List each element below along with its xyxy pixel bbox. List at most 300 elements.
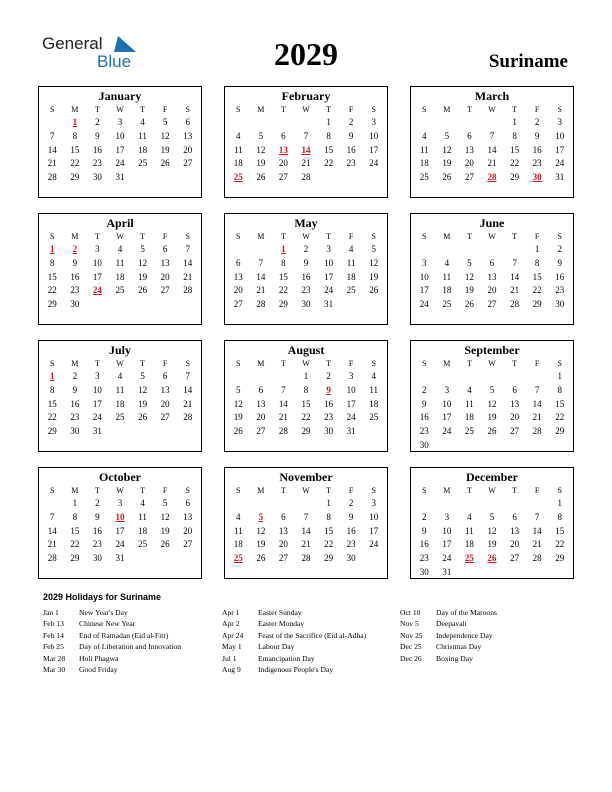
day-cell: 13 — [183, 511, 193, 522]
day-cell: 13 — [510, 525, 520, 536]
week-row — [411, 511, 573, 525]
day-cell: 24 — [346, 412, 356, 423]
empty-day-cell — [481, 566, 504, 580]
holiday-item — [222, 653, 366, 664]
day-cell: 11 — [115, 384, 125, 395]
weekday-label: F — [348, 105, 354, 114]
holiday-day-cell: 30 — [532, 172, 542, 183]
day-cell: 7 — [303, 130, 309, 141]
day-cell: 7 — [489, 130, 495, 141]
day-cell: 12 — [160, 511, 170, 522]
day-cell: 16 — [70, 398, 80, 409]
weekday-label: T — [326, 105, 331, 114]
day-cell: 26 — [442, 172, 452, 183]
day-cell: 23 — [324, 412, 334, 423]
week-row — [411, 298, 573, 312]
weekday-label: T — [94, 486, 100, 495]
week-row — [39, 144, 201, 158]
day-cell: 31 — [442, 566, 452, 577]
empty-day-cell — [131, 298, 154, 312]
day-cell: 22 — [555, 412, 565, 423]
day-cell: 4 — [117, 371, 123, 381]
empty-day-cell — [413, 243, 436, 257]
day-cell: 18 — [442, 285, 452, 296]
empty-day-cell — [526, 566, 549, 580]
weekday-label: T — [326, 486, 331, 495]
empty-day-cell — [526, 370, 549, 384]
holiday-item — [400, 641, 497, 652]
empty-day-cell — [340, 298, 363, 312]
day-cell: 7 — [50, 130, 55, 141]
week-row — [39, 411, 201, 425]
day-cell: 24 — [442, 426, 452, 437]
day-cell: 10 — [369, 130, 379, 141]
day-cell: 14 — [256, 271, 266, 282]
day-cell: 24 — [369, 158, 379, 169]
day-cell: 23 — [419, 426, 429, 437]
holiday-item — [43, 664, 181, 675]
day-cell: 26 — [160, 158, 170, 169]
day-cell: 6 — [467, 130, 472, 141]
day-cell: 28 — [301, 172, 311, 183]
day-cell: 16 — [324, 398, 334, 409]
day-cell: 2 — [348, 498, 354, 508]
day-cell: 27 — [464, 172, 474, 183]
day-cell: 13 — [464, 144, 474, 155]
day-cell: 19 — [487, 412, 497, 423]
day-cell: 16 — [92, 144, 102, 155]
day-cell: 1 — [512, 117, 517, 127]
day-cell: 22 — [278, 285, 288, 296]
week-row — [411, 439, 573, 453]
day-cell: 21 — [183, 398, 193, 409]
empty-day-cell — [109, 298, 132, 312]
day-cell: 22 — [47, 412, 57, 423]
empty-day-cell — [526, 497, 549, 511]
week-row — [39, 130, 201, 144]
weekday-label: S — [236, 359, 241, 368]
day-cell: 7 — [512, 257, 517, 268]
month-november — [224, 467, 388, 579]
day-cell: 1 — [326, 498, 331, 508]
weekday-header — [39, 357, 201, 370]
empty-day-cell — [340, 171, 363, 185]
holiday-date: Feb 13 — [43, 619, 64, 629]
day-cell: 12 — [138, 257, 148, 268]
day-cell: 2 — [557, 244, 562, 254]
holiday-name: Labour Day — [258, 642, 295, 652]
day-cell: 8 — [557, 384, 562, 395]
day-cell: 9 — [348, 130, 354, 141]
day-cell: 24 — [92, 412, 102, 423]
month-march — [410, 86, 574, 198]
day-cell: 16 — [532, 144, 542, 155]
day-cell: 15 — [70, 144, 80, 155]
empty-day-cell — [548, 566, 571, 580]
day-cell: 25 — [464, 426, 474, 437]
day-cell: 6 — [489, 257, 495, 268]
day-cell: 5 — [140, 244, 145, 254]
empty-day-cell — [250, 243, 273, 257]
day-cell: 18 — [369, 398, 379, 409]
day-cell: 20 — [464, 158, 474, 169]
day-cell: 23 — [419, 553, 429, 564]
empty-day-cell — [436, 243, 459, 257]
day-cell: 10 — [555, 130, 565, 141]
day-cell: 4 — [140, 117, 145, 127]
day-cell: 9 — [72, 384, 78, 395]
empty-day-cell — [503, 566, 526, 580]
holiday-date: Mar 28 — [43, 653, 66, 663]
day-cell: 10 — [92, 257, 102, 268]
week-row — [225, 257, 387, 271]
weekday-label: M — [71, 105, 79, 114]
day-cell: 4 — [467, 384, 472, 395]
day-cell: 20 — [160, 398, 170, 409]
day-cell: 27 — [510, 553, 520, 564]
day-cell: 5 — [162, 117, 168, 127]
week-row — [225, 271, 387, 285]
day-cell: 2 — [95, 498, 100, 508]
day-cell: 16 — [419, 412, 429, 423]
holiday-item — [222, 607, 366, 618]
holiday-day-cell: 1 — [72, 117, 78, 127]
weekday-header — [225, 484, 387, 497]
day-cell: 11 — [233, 144, 243, 155]
day-cell: 9 — [303, 257, 309, 268]
day-cell: 19 — [442, 158, 452, 169]
weekday-label: M — [257, 359, 265, 368]
weekday-label: M — [443, 359, 451, 368]
day-cell: 6 — [236, 257, 241, 268]
day-cell: 6 — [162, 371, 168, 381]
day-cell: 27 — [183, 539, 193, 550]
month-name: September — [464, 343, 520, 357]
day-cell: 29 — [70, 172, 80, 183]
week-row — [411, 525, 573, 539]
day-cell: 25 — [419, 172, 429, 183]
month-name: October — [99, 470, 141, 484]
holiday-date: Dec 25 — [400, 642, 422, 652]
weekday-label: S — [185, 105, 190, 114]
day-cell: 11 — [369, 384, 379, 395]
week-row — [225, 298, 387, 312]
day-cell: 20 — [510, 539, 520, 550]
day-cell: 17 — [324, 271, 334, 282]
day-cell: 16 — [70, 271, 80, 282]
logo-text-general: General — [42, 34, 103, 53]
day-cell: 6 — [162, 244, 168, 254]
day-cell: 18 — [138, 144, 148, 155]
day-cell: 25 — [346, 285, 356, 296]
week-row — [39, 398, 201, 412]
holiday-name: New Year's Day — [79, 608, 128, 617]
weekday-label: F — [348, 359, 354, 368]
weekday-label: S — [371, 486, 376, 495]
weekday-label: M — [257, 486, 265, 495]
month-name: June — [479, 216, 505, 230]
day-cell: 6 — [512, 511, 517, 522]
day-cell: 27 — [233, 299, 243, 310]
week-row — [411, 384, 573, 398]
weekday-label: F — [162, 486, 168, 495]
week-row — [39, 271, 201, 285]
week-row — [225, 497, 387, 511]
day-cell: 12 — [138, 384, 148, 395]
day-cell: 15 — [532, 271, 542, 282]
holiday-day-cell: 13 — [278, 144, 288, 155]
month-january — [38, 86, 202, 198]
month-name: February — [281, 89, 331, 103]
day-cell: 13 — [183, 130, 193, 141]
empty-day-cell — [503, 497, 526, 511]
day-cell: 29 — [47, 299, 57, 310]
holiday-date: Feb 25 — [43, 642, 64, 652]
day-cell: 1 — [72, 498, 78, 508]
empty-day-cell — [131, 171, 154, 185]
day-cell: 2 — [303, 244, 309, 254]
day-cell: 27 — [487, 299, 497, 310]
day-cell: 9 — [534, 130, 540, 141]
day-cell: 6 — [281, 130, 286, 141]
day-cell: 14 — [532, 525, 542, 536]
week-row — [225, 157, 387, 171]
holiday-item — [43, 618, 181, 629]
weekday-label: S — [422, 486, 427, 495]
weekday-label: S — [50, 359, 55, 368]
day-cell: 3 — [326, 244, 331, 254]
day-cell: 6 — [512, 384, 517, 395]
day-cell: 16 — [419, 539, 429, 550]
day-cell: 5 — [162, 498, 168, 508]
holiday-date: May 1 — [222, 642, 242, 652]
day-cell: 4 — [236, 511, 241, 522]
empty-day-cell — [227, 497, 250, 511]
day-cell: 1 — [557, 371, 562, 381]
day-cell: 15 — [278, 271, 288, 282]
empty-day-cell — [458, 243, 481, 257]
weekday-label: T — [140, 105, 145, 114]
month-name: April — [106, 216, 134, 230]
weekday-label: T — [94, 105, 100, 114]
day-cell: 27 — [510, 426, 520, 437]
week-row — [411, 116, 573, 130]
empty-day-cell — [548, 439, 571, 453]
calendar-country: Suriname — [488, 51, 568, 72]
weekday-label: F — [534, 486, 540, 495]
day-cell: 20 — [278, 158, 288, 169]
weekday-label: T — [94, 359, 100, 368]
empty-day-cell — [41, 116, 64, 130]
empty-day-cell — [154, 552, 177, 566]
empty-day-cell — [86, 298, 109, 312]
day-cell: 30 — [419, 566, 429, 577]
day-cell: 20 — [256, 412, 266, 423]
day-cell: 10 — [442, 398, 452, 409]
day-cell: 25 — [138, 158, 148, 169]
weekday-label: T — [280, 232, 286, 241]
empty-day-cell — [295, 116, 318, 130]
day-cell: 17 — [92, 398, 102, 409]
day-cell: 25 — [442, 299, 452, 310]
day-cell: 22 — [47, 285, 57, 296]
week-row — [225, 243, 387, 257]
weekday-label: S — [50, 105, 55, 114]
holiday-column — [43, 607, 181, 675]
day-cell: 23 — [532, 158, 542, 169]
day-cell: 27 — [160, 285, 170, 296]
weekday-label: T — [512, 232, 517, 241]
empty-day-cell — [436, 439, 459, 453]
day-cell: 19 — [369, 271, 379, 282]
holiday-day-cell: 9 — [326, 384, 331, 395]
week-row — [411, 566, 573, 580]
weekday-label: F — [162, 105, 168, 114]
day-cell: 15 — [47, 398, 57, 409]
holiday-date: Apr 24 — [222, 630, 244, 640]
day-cell: 10 — [442, 525, 452, 536]
weekday-label: T — [140, 359, 145, 368]
day-cell: 4 — [371, 371, 376, 381]
day-cell: 5 — [444, 130, 450, 141]
day-cell: 14 — [301, 525, 311, 536]
empty-day-cell — [317, 171, 340, 185]
holiday-name: Holi Phagwa — [79, 653, 119, 663]
empty-day-cell — [176, 171, 199, 185]
weekday-header — [225, 357, 387, 370]
week-row — [411, 257, 573, 271]
day-cell: 18 — [233, 539, 243, 550]
month-name: November — [279, 470, 333, 484]
day-cell: 17 — [555, 144, 565, 155]
week-row — [225, 525, 387, 539]
day-cell: 1 — [557, 498, 562, 508]
day-cell: 24 — [555, 158, 565, 169]
weekday-label: S — [422, 105, 427, 114]
day-cell: 19 — [138, 271, 148, 282]
day-cell: 29 — [324, 553, 334, 564]
weekday-label: F — [534, 105, 540, 114]
day-cell: 27 — [160, 412, 170, 423]
day-cell: 17 — [369, 525, 379, 536]
day-cell: 28 — [256, 299, 266, 310]
day-cell: 20 — [160, 271, 170, 282]
weekday-label: W — [116, 486, 124, 495]
empty-day-cell — [458, 116, 481, 130]
day-cell: 7 — [281, 384, 286, 395]
day-cell: 21 — [278, 412, 288, 423]
holiday-day-cell: 26 — [487, 553, 497, 564]
day-cell: 21 — [47, 539, 57, 550]
day-cell: 5 — [489, 511, 495, 522]
day-cell: 13 — [278, 525, 288, 536]
day-cell: 17 — [115, 525, 125, 536]
empty-day-cell — [362, 425, 385, 439]
month-december — [410, 467, 574, 579]
day-cell: 9 — [348, 511, 354, 522]
weekday-label: W — [488, 359, 496, 368]
day-cell: 22 — [324, 539, 334, 550]
holiday-day-cell: 24 — [92, 285, 102, 296]
day-cell: 19 — [160, 144, 170, 155]
day-cell: 3 — [371, 498, 376, 508]
week-row — [225, 144, 387, 158]
day-cell: 10 — [92, 384, 102, 395]
week-row — [411, 398, 573, 412]
holidays-title: 2029 Holidays for Suriname — [43, 592, 162, 602]
empty-day-cell — [526, 439, 549, 453]
day-cell: 4 — [117, 244, 123, 254]
weekday-label: M — [257, 105, 265, 114]
day-cell: 13 — [233, 271, 243, 282]
week-row — [225, 384, 387, 398]
day-cell: 21 — [301, 158, 311, 169]
day-cell: 14 — [510, 271, 520, 282]
weekday-label: F — [162, 359, 168, 368]
day-cell: 31 — [555, 172, 565, 183]
day-cell: 4 — [422, 130, 427, 141]
holiday-day-cell: 5 — [258, 511, 264, 522]
day-cell: 10 — [346, 384, 356, 395]
day-cell: 12 — [442, 144, 452, 155]
weekday-label: S — [557, 232, 562, 241]
week-row — [411, 284, 573, 298]
day-cell: 23 — [301, 285, 311, 296]
week-row — [225, 284, 387, 298]
day-cell: 30 — [346, 553, 356, 564]
weekday-label: T — [466, 359, 472, 368]
holiday-item — [222, 618, 366, 629]
empty-day-cell — [481, 439, 504, 453]
day-cell: 31 — [346, 426, 356, 437]
day-cell: 11 — [233, 525, 243, 536]
day-cell: 28 — [183, 285, 193, 296]
day-cell: 4 — [444, 257, 450, 268]
day-cell: 30 — [419, 439, 429, 450]
month-name: August — [287, 343, 325, 357]
day-cell: 22 — [324, 158, 334, 169]
holiday-column — [400, 607, 497, 664]
day-cell: 11 — [346, 257, 356, 268]
day-cell: 20 — [510, 412, 520, 423]
day-cell: 1 — [326, 117, 331, 127]
weekday-label: M — [257, 232, 265, 241]
day-cell: 23 — [555, 285, 565, 296]
week-row — [225, 411, 387, 425]
day-cell: 30 — [92, 553, 102, 564]
day-cell: 13 — [160, 384, 170, 395]
month-august — [224, 340, 388, 452]
weekday-label: W — [302, 486, 310, 495]
day-cell: 15 — [301, 398, 311, 409]
month-name: December — [466, 470, 518, 484]
day-cell: 17 — [115, 144, 125, 155]
day-cell: 29 — [510, 172, 520, 183]
week-row — [225, 538, 387, 552]
day-cell: 30 — [92, 172, 102, 183]
day-cell: 16 — [92, 525, 102, 536]
weekday-label: S — [236, 232, 241, 241]
week-row — [39, 538, 201, 552]
weekday-label: T — [512, 486, 517, 495]
day-cell: 13 — [256, 398, 266, 409]
empty-day-cell — [503, 243, 526, 257]
holiday-date: Nov 25 — [400, 630, 423, 640]
month-october — [38, 467, 202, 579]
week-row — [411, 425, 573, 439]
holiday-name: Boxing Day — [436, 653, 473, 663]
day-cell: 5 — [489, 384, 495, 395]
